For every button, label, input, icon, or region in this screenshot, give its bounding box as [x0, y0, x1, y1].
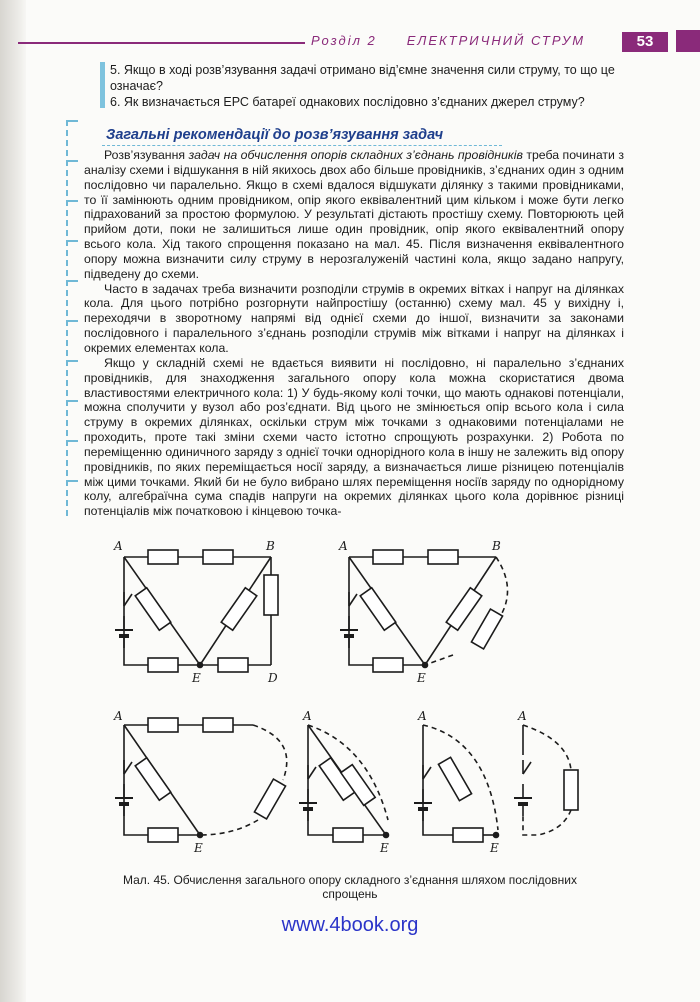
label-a: A: [114, 539, 123, 553]
label-b: B: [266, 539, 275, 553]
marker-tick: [66, 120, 78, 122]
marker-tick: [66, 240, 78, 242]
label-b: B: [492, 539, 501, 553]
paragraph-text: Розв’язування: [104, 148, 189, 162]
diagram-6: [514, 725, 578, 835]
paragraph-1: [84, 148, 624, 282]
label-e: E: [380, 841, 389, 855]
question-item: 6. Як визначається ЕРС батареї однакових послідовно з’єднаних джерел струму?: [110, 95, 585, 109]
circuit-diagrams: [108, 530, 638, 870]
paragraph-text: треба починати з аналізу схеми і відшукання в ній якихось двох або більше провідників, з’єднаних один з одним послідовно чи паралельно. Якщо в схемі вдалося відшукати ділянку з такими провідниками, то її замінюють одним провідником, опір якого еквівалентний цим кільком і може бути легко підрахований за простою формулою. У результаті дістають простішу схему. Повторюють цей прийом доти, поки не залишиться лише один провідник, опір якого еквівалентний опору всього кола. Хід такого спрощення показано на мал. 45. Після визначення еквівалентного опору можна визначити силу струму в нерозгалуженій частині кола, якщо задано напругу, підведену до схеми.: [84, 148, 625, 281]
marker-tick: [66, 360, 78, 362]
page-binding-shadow: [0, 0, 26, 1002]
label-e: E: [194, 841, 203, 855]
running-header: [305, 33, 621, 53]
chapter-label: Розділ 2: [311, 33, 377, 48]
header-tab: [676, 30, 700, 52]
paragraph-3: Якщо у складній схемі не вдається виявити ні послідовно, ні паралельно з’єднаних провідників, для знаходження загального опору кола можна скористатися двома властивостями електричного кола: 1) У будь-якому колі точки, що мають однакові потенціали, можна сполучити у вузол або роз’єднати. Від цього не змінюється опір всього кола і сила струму в окремих ділянках, оскільки струм між точками з однаковими потенціалами не проходить, проте такі зміни схеми часто істотно спрощують розрахунки. 2) Робота по переміщенню одиничного заряду з однієї точки однорідного кола в іншу не залежить від опору провідників, по яких переміщається носії заряду, а визначається лише різницею потенціалів між цими точками. Який би не було вибрано шлях переміщення носіїв заряду по однорідному колу, алгебраїчна сума спадів напруги на окремих ділянках цього кола дорівнює різниці потенціалів між початковою і кінцевою точка-: [84, 355, 624, 519]
topic-label: ЕЛЕКТРИЧНИЙ СТРУМ: [406, 33, 586, 48]
marker-tick: [66, 200, 78, 202]
diagram-2: [340, 550, 508, 672]
label-a: A: [339, 539, 348, 553]
watermark: www.4book.org: [281, 914, 419, 936]
diagram-4: [299, 725, 389, 842]
page-number: 53: [622, 32, 668, 52]
label-a: A: [418, 709, 427, 723]
circuit-figure: [108, 530, 638, 870]
marker-tick: [66, 400, 78, 402]
question-item: 5. Якщо в ході розв’язування задачі отримано від’ємне значення сили струму, то що це означає?: [110, 63, 615, 93]
body-text: [84, 148, 624, 519]
diagram-5: [414, 725, 499, 842]
label-a: A: [303, 709, 312, 723]
label-a: A: [518, 709, 527, 723]
title-underline: [102, 145, 502, 146]
label-e: E: [490, 841, 499, 855]
figure-caption: Мал. 45. Обчислення загального опору складного з’єднання шляхом послідовних спрощень: [122, 873, 577, 901]
label-e: E: [192, 671, 201, 685]
section-marker: [66, 120, 86, 516]
label-d: D: [268, 671, 278, 685]
paragraph-emphasis: задач на обчислення опорів складних з’єднань провідників: [188, 148, 523, 162]
marker-tick: [66, 320, 78, 322]
label-e: E: [417, 671, 426, 685]
marker-tick: [66, 160, 78, 162]
marker-tick: [66, 440, 78, 442]
marker-tick: [66, 480, 78, 482]
label-a: A: [114, 709, 123, 723]
section-title: Загальні рекомендації до розв’язування задач: [106, 127, 444, 143]
paragraph-2: Часто в задачах треба визначити розподіли струмів в окремих вітках і напруг на ділянках кола. Для цього потрібно розгорнути найпростішу (останню) схему мал. 45 у вихідну і, переходячи в зворотному напрямі від однієї схеми до іншої, визначити за законами послідовного і паралельного з’єднань розподіли струмів між вітками і напруг на ділянках і окремих елементах кола.: [84, 281, 624, 355]
review-questions: [100, 62, 622, 110]
diagram-3: [115, 718, 287, 842]
diagram-1: [115, 550, 278, 672]
questions-bar: [100, 62, 105, 108]
marker-tick: [66, 280, 78, 282]
